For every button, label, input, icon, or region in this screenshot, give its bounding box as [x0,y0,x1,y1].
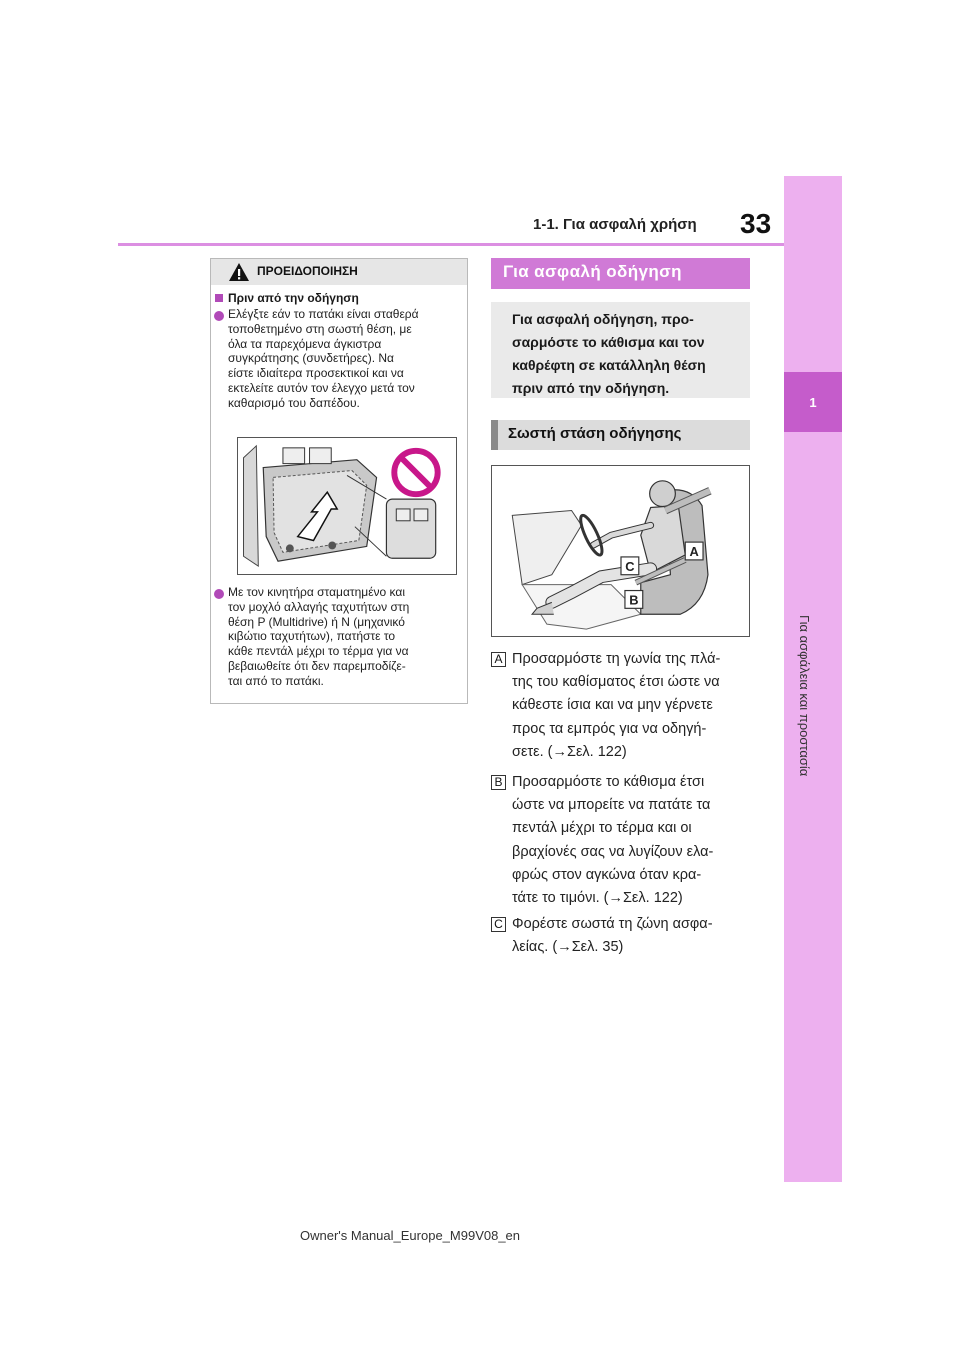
svg-text:B: B [629,592,639,608]
driving-posture-illustration [491,465,750,637]
safe-driving-heading: Για ασφαλή οδήγηση [503,262,682,281]
label-a-marker [685,542,703,560]
chapter-side-tab [784,176,842,1182]
svg-text:C: C [625,558,635,574]
floor-mat-illustration [237,437,457,575]
intro-text: Για ασφαλή οδήγηση, προ- σαρμόστε το κάθισμα και τον καθρέφτη σε κατάλληλη θέση πριν από την οδήγηση. [512,311,706,396]
item-c-letter: C [491,917,506,932]
item-b-text: Προσαρμόστε το κάθισμα έτσι ώστε να μπορείτε να πατάτε τα πεντάλ μέχρι το τέρμα και οι βραχίονές σας να λυγίζουν ελα- φρώς στον αγκώνα όταν κρα- τάτε το τιμόνι. (→Σελ. 122) [512,774,714,907]
section-title: 1-1. Για ασφαλή χρήση [533,216,697,233]
item-a-letter: A [491,652,506,667]
chapter-title: Για ασφάλεια και προστασία [797,615,812,777]
round-bullet-icon [214,589,224,599]
item-a-text: Προσαρμόστε τη γωνία της πλά- της του καθίσματος έτσι ώστε να κάθεστε ίσια και να μην γέρνετε προς τα εμπρός για να οδηγή- σετε. (→Σελ. 122) [512,651,721,760]
item-b-letter: B [491,775,506,790]
warning-subheading: Πριν από την οδήγηση [228,291,359,305]
warning-item-1: Ελέγξτε εάν το πατάκι είναι σταθερά τοποθετημένο στη σωστή θέση, με όλα τα παρεχόμενα άγκιστρα συγκράτησης (συνδετήρες). Να είστε ιδιαίτερα προσεκτικοί και να εκτελείτε αυτόν τον έλεγχο μετά τον καθαρισμό του δαπέδου. [228,307,419,410]
footer-document-id: Owner's Manual_Europe_M99V08_en [300,1228,521,1243]
warning-title: ΠΡΟΕΙΔΟΠΟΙΗΣΗ [257,264,358,278]
item-c-text: Φορέστε σωστά τη ζώνη ασφα- λείας. (→Σελ. 35) [512,916,713,956]
svg-text:A: A [689,543,699,559]
posture-heading-accent [491,420,498,450]
chapter-number: 1 [784,372,842,432]
label-c-marker [621,557,639,575]
page-number: 33 [740,208,772,239]
label-b-marker [625,591,643,609]
warning-triangle-icon [228,262,250,282]
header-divider [118,243,842,246]
round-bullet-icon [214,311,224,321]
posture-heading: Σωστή στάση οδήγησης [508,425,682,442]
warning-item-2: Με τον κινητήρα σταματημένο και τον μοχλό αλλαγής ταχυτήτων στη θέση P (Multidrive) ή N (μηχανικό κιβώτιο ταχυτήτων), πατήστε το κάθε πεντάλ μέχρι το τέρμα για να βεβαιωθείτε ότι δεν παρεμποδίζε- ται από το πατάκι. [228,585,410,688]
square-bullet-icon [215,294,223,302]
